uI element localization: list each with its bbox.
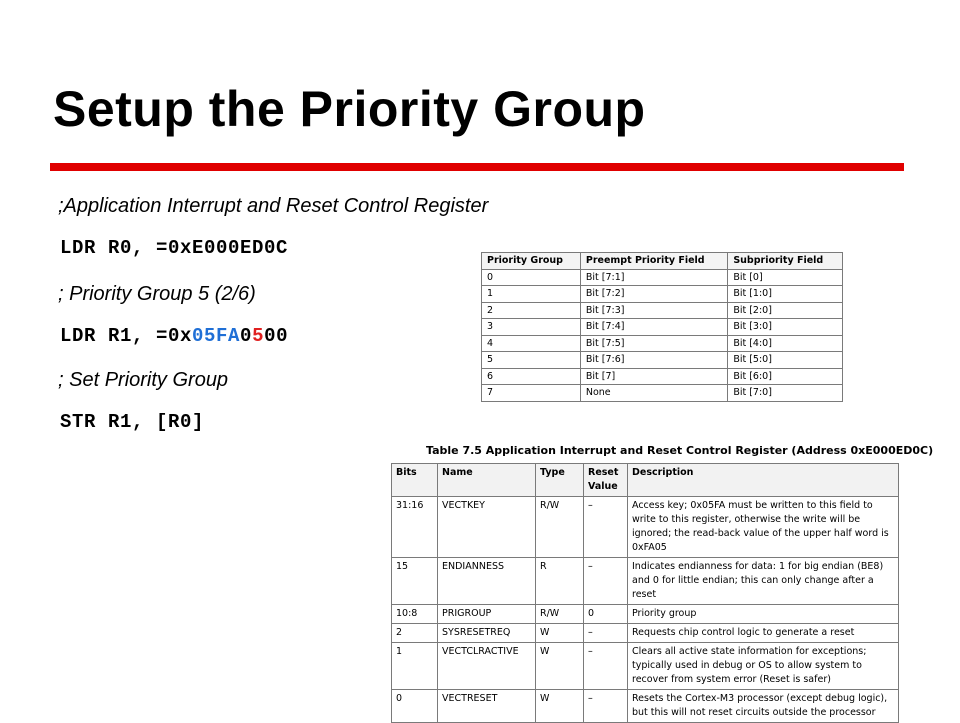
table-cell: R/W — [536, 497, 584, 558]
table-cell: Bit [7] — [580, 368, 727, 385]
comment-priority-group: ; Priority Group 5 (2/6) — [58, 283, 256, 305]
table-cell: – — [584, 558, 628, 605]
table-row — [482, 385, 843, 402]
table-cell: 0 — [482, 269, 581, 286]
priority-group-table — [481, 252, 843, 402]
code-ldr-r1 — [60, 325, 288, 347]
table-cell: – — [584, 643, 628, 690]
code-vectkey-value: 05FA — [192, 325, 241, 347]
table-cell: Access key; 0x05FA must be written to this field to write to this register, otherwise the write will be ignored; the read-back value of the upper half word is 0xFA05 — [628, 497, 899, 558]
table-cell: – — [584, 690, 628, 723]
table-cell: Bit [7:0] — [728, 385, 843, 402]
column-header: Type — [536, 464, 584, 497]
table-cell: VECTKEY — [438, 497, 536, 558]
code-prigroup-value: 5 — [252, 325, 265, 347]
table-row — [392, 558, 899, 605]
comment-set-priority: ; Set Priority Group — [58, 369, 229, 391]
table-cell: 1 — [482, 286, 581, 303]
column-header: Priority Group — [482, 253, 581, 270]
code-str-r1: STR R1, [R0] — [60, 411, 205, 433]
table-row — [392, 624, 899, 643]
table-cell: W — [536, 643, 584, 690]
table-cell: ENDIANNESS — [438, 558, 536, 605]
table-cell: 0 — [584, 605, 628, 624]
register-table-caption: Table 7.5 Application Interrupt and Reset Control Register (Address 0xE000ED0C) — [426, 444, 934, 457]
table-cell: 7 — [482, 385, 581, 402]
table-cell: 15 — [392, 558, 438, 605]
table-cell: Bit [4:0] — [728, 335, 843, 352]
table-cell: VECTRESET — [438, 690, 536, 723]
table-cell: Bit [7:1] — [580, 269, 727, 286]
column-header: Reset Value — [584, 464, 628, 497]
table-cell: VECTCLRACTIVE — [438, 643, 536, 690]
table-cell: 10:8 — [392, 605, 438, 624]
column-header: Bits — [392, 464, 438, 497]
table-row — [482, 269, 843, 286]
table-cell: Priority group — [628, 605, 899, 624]
column-header: Subpriority Field — [728, 253, 843, 270]
table-cell: Bit [2:0] — [728, 302, 843, 319]
table-cell: Bit [7:3] — [580, 302, 727, 319]
code-ldr-r0: LDR R0, =0xE000ED0C — [60, 237, 289, 259]
table-cell: R — [536, 558, 584, 605]
code-ldr-r1-end: 00 — [264, 325, 289, 347]
table-cell: Bit [0] — [728, 269, 843, 286]
table-row — [392, 497, 899, 558]
table-cell: Bit [5:0] — [728, 352, 843, 369]
table-cell: – — [584, 624, 628, 643]
comment-register: ;Application Interrupt and Reset Control Register — [58, 195, 489, 217]
table-cell: Bit [7:5] — [580, 335, 727, 352]
table-row — [482, 335, 843, 352]
table-cell: 1 — [392, 643, 438, 690]
table-row — [482, 319, 843, 336]
table-cell: Bit [7:4] — [580, 319, 727, 336]
table-cell: PRIGROUP — [438, 605, 536, 624]
table-cell: 5 — [482, 352, 581, 369]
table-cell: W — [536, 690, 584, 723]
table-cell: Resets the Cortex-M3 processor (except debug logic), but this will not reset circuits outside the processor — [628, 690, 899, 723]
table-cell: Requests chip control logic to generate a reset — [628, 624, 899, 643]
table-row — [392, 605, 899, 624]
table-cell: – — [584, 497, 628, 558]
table-cell: R/W — [536, 605, 584, 624]
table-cell: SYSRESETREQ — [438, 624, 536, 643]
table-cell: Bit [7:6] — [580, 352, 727, 369]
table-cell: Bit [7:2] — [580, 286, 727, 303]
table-cell: 2 — [392, 624, 438, 643]
column-header: Preempt Priority Field — [580, 253, 727, 270]
table-cell: Bit [1:0] — [728, 286, 843, 303]
table-row — [392, 643, 899, 690]
table-cell: 2 — [482, 302, 581, 319]
code-ldr-r1-prefix: LDR R1, =0x — [60, 325, 193, 347]
table-cell: Bit [6:0] — [728, 368, 843, 385]
table-cell: 0 — [392, 690, 438, 723]
column-header: Name — [438, 464, 536, 497]
slide-title: Setup the Priority Group — [53, 81, 646, 137]
table-cell: None — [580, 385, 727, 402]
table-header-row — [482, 253, 843, 270]
table-cell: Clears all active state information for exceptions; typically used in debug or OS to allow system to recover from system error (Reset is safer) — [628, 643, 899, 690]
table-cell: 6 — [482, 368, 581, 385]
register-table — [391, 463, 899, 723]
table-row — [482, 368, 843, 385]
table-cell: Bit [3:0] — [728, 319, 843, 336]
table-row — [392, 690, 899, 723]
column-header: Description — [628, 464, 899, 497]
table-row — [482, 286, 843, 303]
title-underline — [50, 163, 904, 171]
table-cell: 31:16 — [392, 497, 438, 558]
table-header-row — [392, 464, 899, 497]
table-cell: W — [536, 624, 584, 643]
table-cell: Indicates endianness for data: 1 for big endian (BE8) and 0 for little endian; this can only change after a reset — [628, 558, 899, 605]
table-row — [482, 302, 843, 319]
code-ldr-r1-mid: 0 — [240, 325, 253, 347]
table-cell: 4 — [482, 335, 581, 352]
table-cell: 3 — [482, 319, 581, 336]
table-row — [482, 352, 843, 369]
